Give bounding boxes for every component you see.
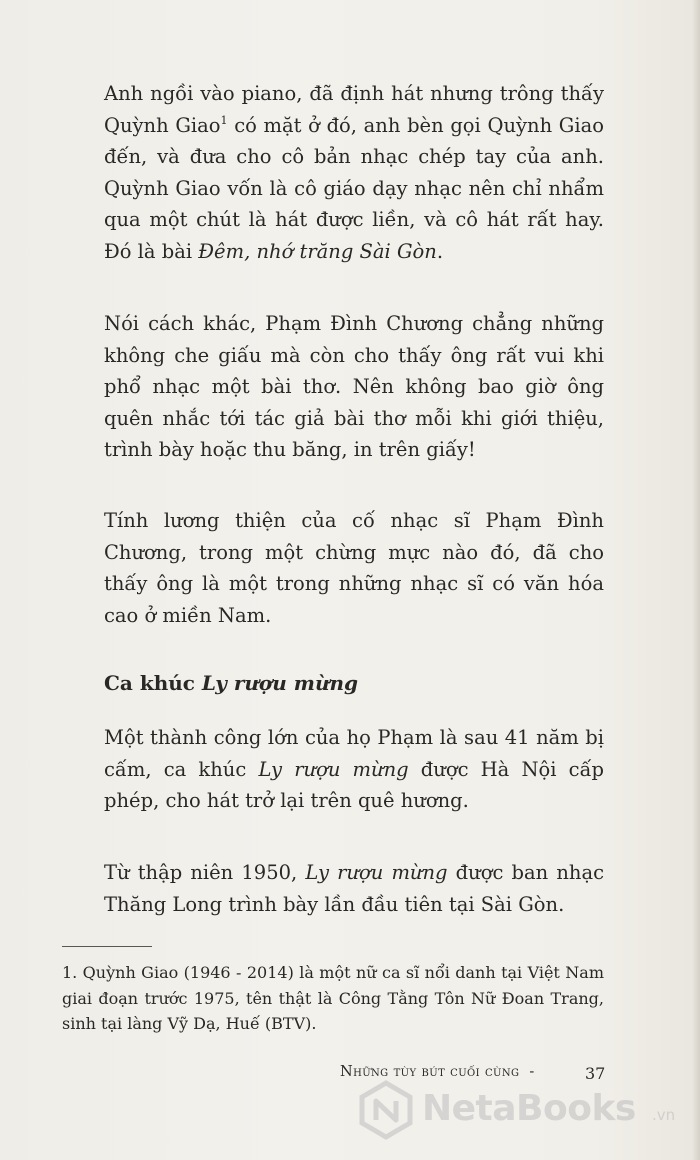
paragraph-3: Tính lương thiện của cố nhạc sĩ Phạm Đình Chương, trong một chừng mực nào đó, đã cho thấy ông là một trong những nhạc sĩ có văn hóa cao ở miền Nam. [104,509,604,627]
netabooks-logo-icon [356,1080,416,1140]
song-title-ly-ruou-mung: Ly rượu mừng [258,757,409,781]
paragraph-1-text-b: có mặt ở đó, anh bèn gọi Quỳnh Giao đến, và đưa cho cô bản nhạc chép tay của anh. Quỳnh Giao vốn là cô giáo dạy nhạc nên chỉ nhẩm qua một chút là hát được liền, và cô hát rất hay. Đó là bài [104,113,604,263]
watermark-suffix: .vn [652,1106,676,1124]
paragraph-5-text-a: Từ thập niên 1950, [104,861,306,884]
paragraph-5-text-b: được ban nhạc Thăng Long trình bày lần đầu tiên tại Sài Gòn. [104,861,604,916]
watermark-brand: NetaBooks [422,1088,636,1129]
paragraph-5 [104,857,604,920]
footnote: 1. Quỳnh Giao (1946 - 2014) là một nữ ca sĩ nổi danh tại Việt Nam giai đoạn trước 1975, tên thật là Công Tằng Tôn Nữ Đoan Trang, sinh tại làng Vỹ Dạ, Huế (BTV). [62,963,604,1033]
paragraph-4-text-a: Một thành công lớn của họ Phạm là sau 41 năm bị cấm, ca khúc [104,726,604,781]
running-footer-separator: - [529,1064,535,1080]
watermark [356,1078,686,1142]
song-title-dem-nho-trang: Đêm, nhớ trăng Sài Gòn [198,239,437,263]
paragraph-1-text-c: . [436,239,444,263]
page-number: 37 [585,1064,606,1083]
footnote-divider [62,946,152,947]
song-title-ly-ruou-mung-2: Ly rượu mừng [305,861,448,884]
section-heading-prefix: Ca khúc [104,671,202,695]
footnote-marker: 1 [220,113,228,127]
paragraph-4-text-b: được Hà Nội cấp phép, cho hát trở lại trên quê hương. [104,757,605,812]
running-footer-title: Những tùy bút cuối cùng [340,1064,520,1080]
page-edge-shadow [692,0,700,1160]
paragraph-4 [104,722,604,817]
paragraph-2: Nói cách khác, Phạm Đình Chương chẳng những không che giấu mà còn cho thấy ông rất vui khi phổ nhạc một bài thơ. Nên không bao giờ ông quên nhắc tới tác giả bài thơ mỗi khi giới thiệu, trình bày hoặc thu băng, in trên giấy! [104,312,604,461]
paragraph-1-text-a: Anh ngồi vào piano, đã định hát nhưng trông thấy Quỳnh Giao [104,82,604,137]
section-heading [104,671,358,695]
paragraph-1 [104,78,604,267]
section-heading-title: Ly rượu mừng [201,671,359,695]
